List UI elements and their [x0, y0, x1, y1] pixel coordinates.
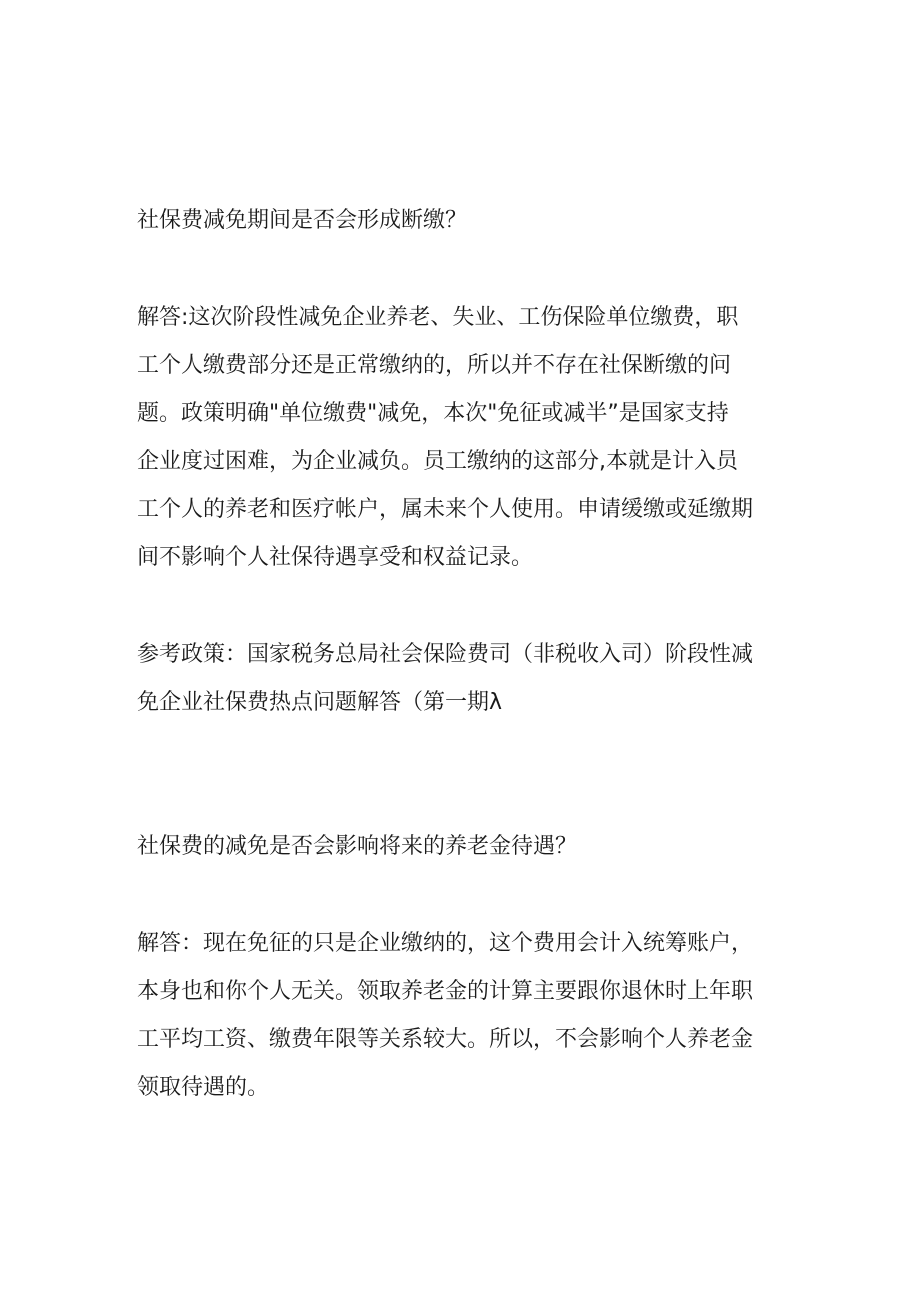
answer-line: 解答：现在免征的只是企业缴纳的，这个费用会计入统筹账户， [137, 931, 754, 956]
answer-line: 题。政策明确"单位缴费"减免，本次"免征或减半”是国家支持 [137, 401, 729, 426]
answer-line: 本身也和你个人无关。领取养老金的计算主要跟你退休时上年职 [137, 979, 754, 1004]
answer-line: 企业度过困难，为企业减负。员工缴纳的这部分,本就是计入员 [137, 449, 738, 474]
answer-line: 工个人缴费部分还是正常缴纳的，所以并不存在社保断缴的问 [137, 353, 732, 378]
answer-line: 工个人的养老和医疗帐户，属未来个人使用。申请缓缴或延缴期 [137, 497, 754, 522]
question-heading: 社保费的减免是否会影响将来的养老金待遇？ [137, 834, 578, 859]
reference-line: 免企业社保费热点问题解答（第一期λ [137, 690, 503, 715]
answer-line: 间不影响个人社保待遇享受和权益记录。 [137, 545, 534, 570]
question-heading: 社保费减免期间是否会形成断缴？ [137, 208, 468, 233]
answer-line: 解答:这次阶段性减免企业养老、失业、工伤保险单位缴费，职 [137, 305, 739, 330]
reference-line: 参考政策：国家税务总局社会保险费司（非税收入司）阶段性减 [137, 642, 754, 667]
answer-line: 领取待遇的。 [137, 1075, 270, 1100]
answer-line: 工平均工资、缴费年限等关系较大。所以，不会影响个人养老金 [137, 1027, 754, 1052]
